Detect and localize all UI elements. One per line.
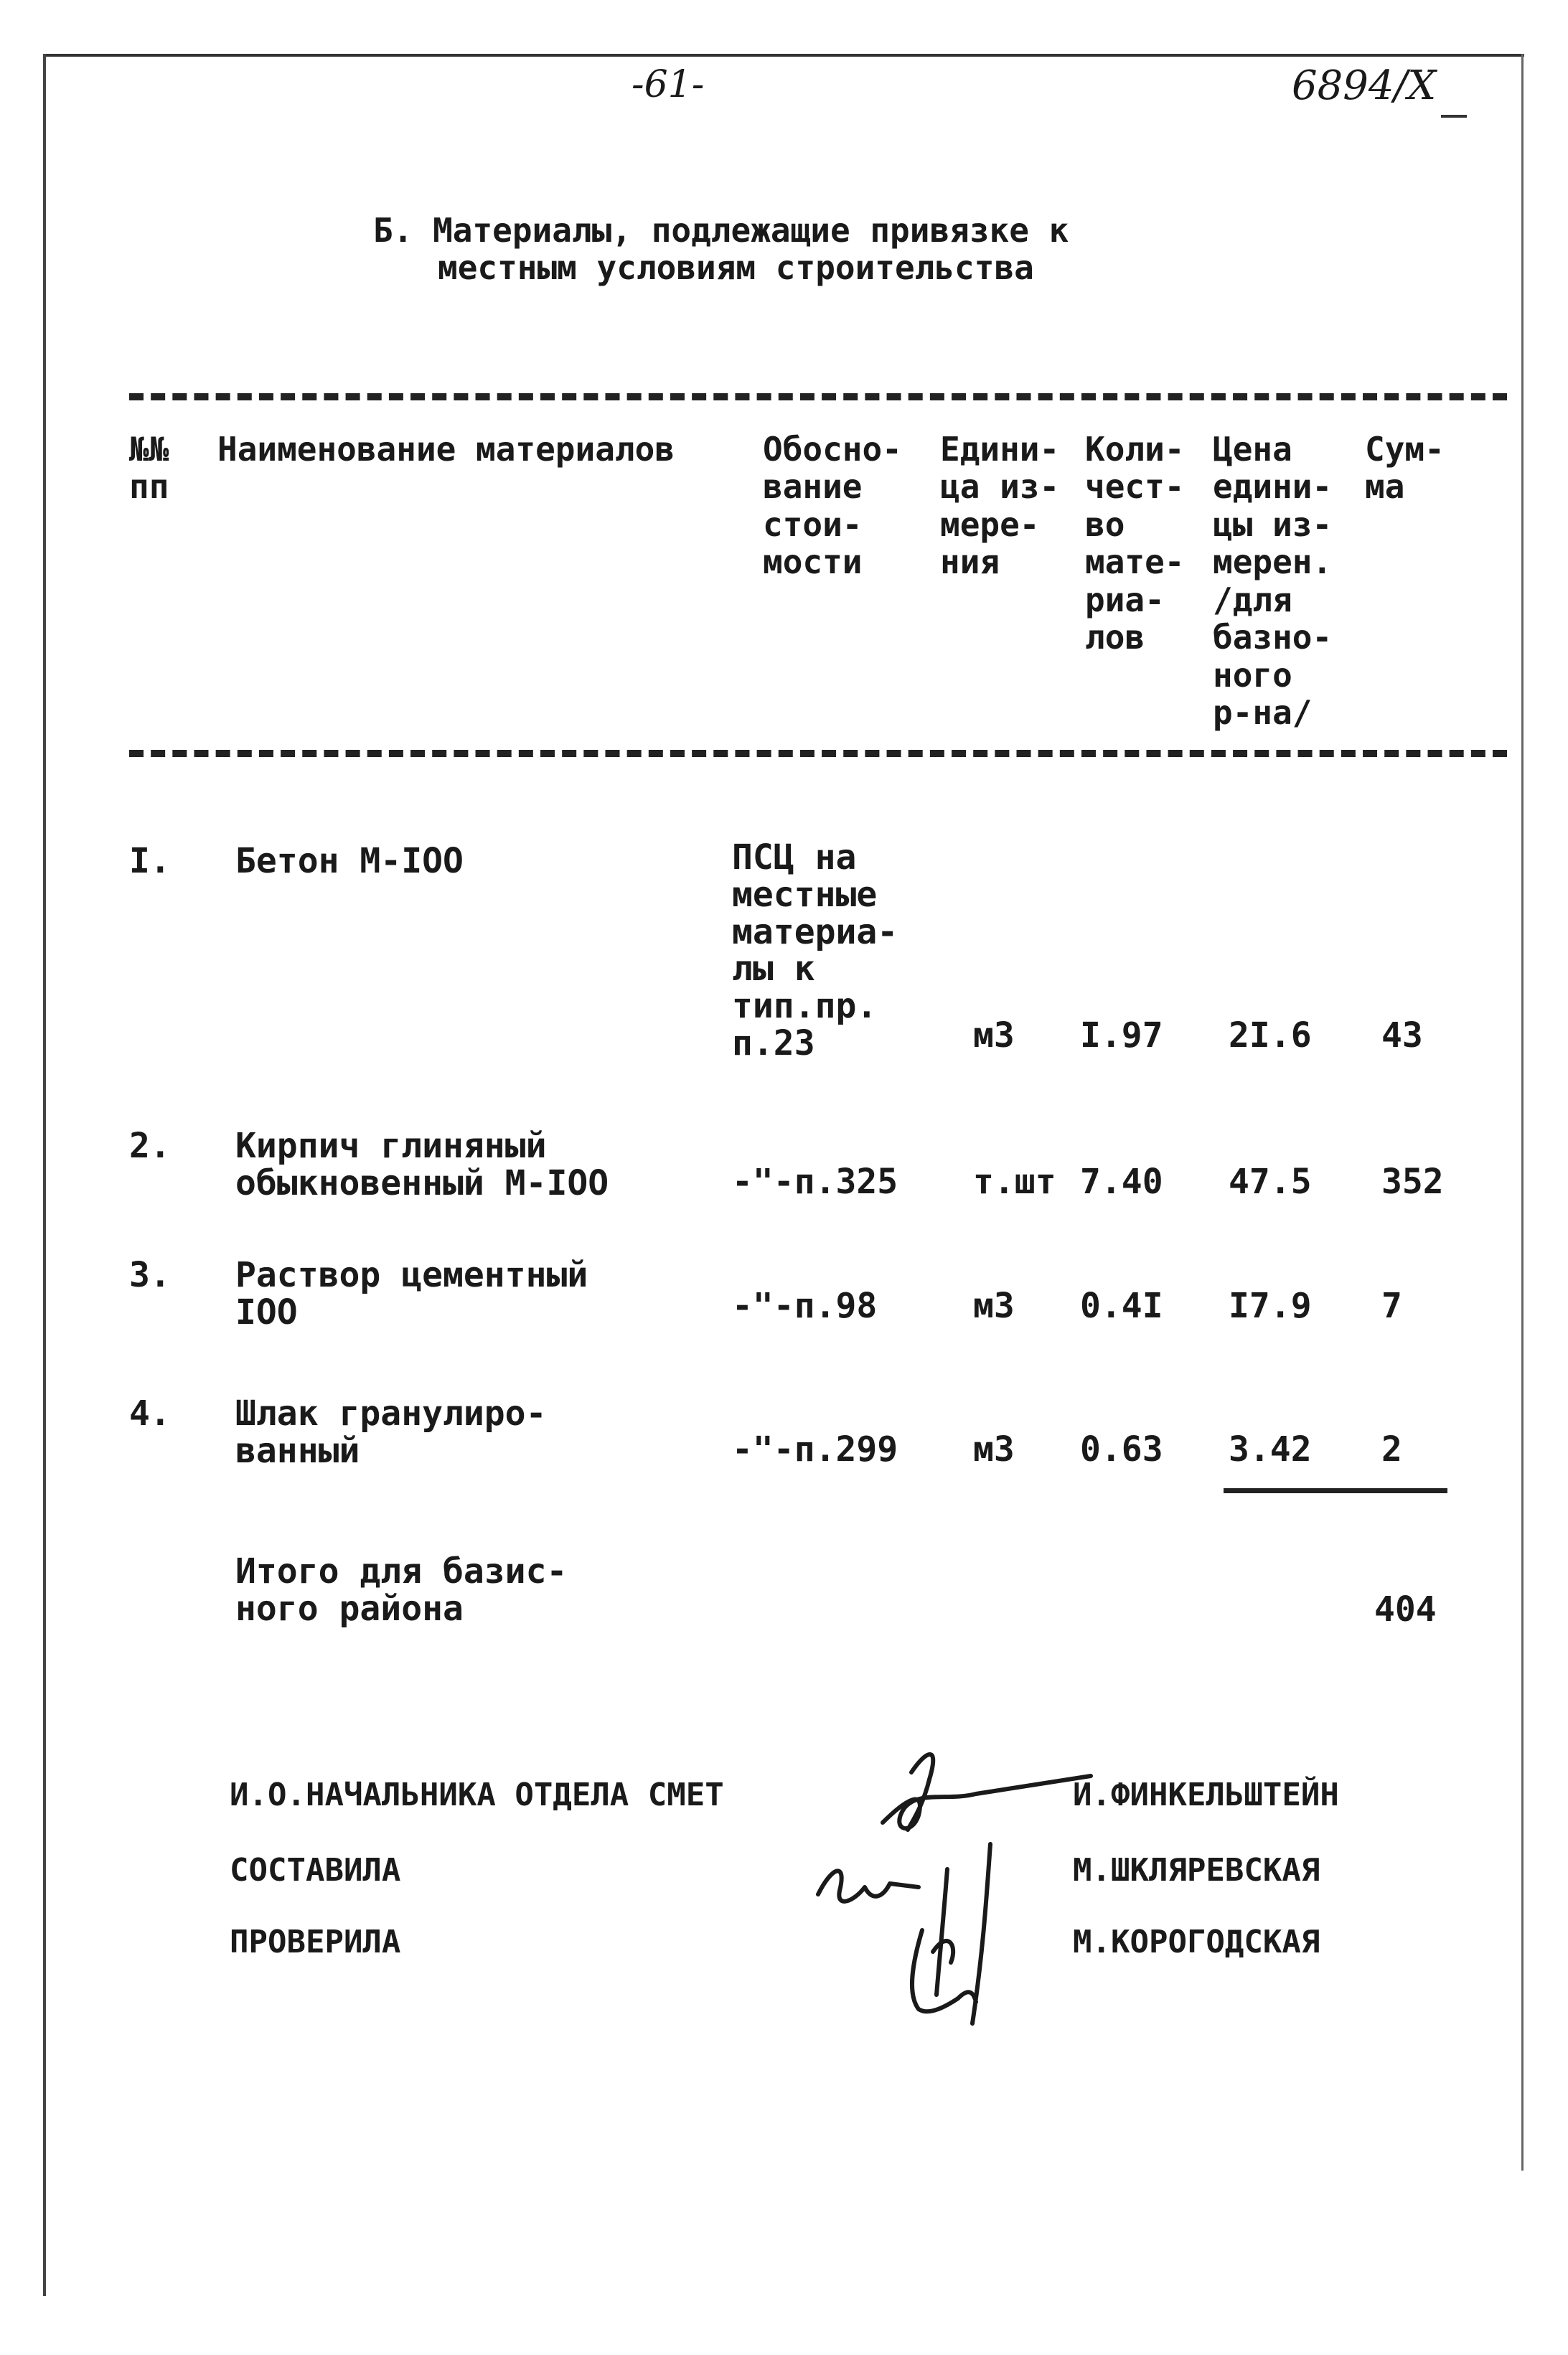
signature-role-2: СОСТАВИЛА — [230, 1852, 401, 1889]
signature-name-2: М.ШКЛЯРЕВСКАЯ — [1073, 1852, 1320, 1889]
row2-name: Кирпич глиняный обыкновенный М-IOO — [235, 1126, 609, 1203]
row4-basis: -"-п.299 — [732, 1429, 898, 1470]
row2-sum: 352 — [1381, 1162, 1444, 1202]
row3-basis: -"-п.98 — [732, 1286, 878, 1326]
header-dash-top — [129, 393, 1507, 400]
total-rule — [1224, 1488, 1447, 1493]
row3-unit: м3 — [973, 1286, 1015, 1326]
row2-num: 2. — [129, 1126, 171, 1166]
header-price: Цена едини- цы из- мерен. /для базно- ного р-на/ — [1213, 430, 1333, 733]
signature-role-1: И.О.НАЧАЛЬНИКА ОТДЕЛА СМЕТ — [230, 1777, 724, 1813]
row2-unit: т.шт — [973, 1162, 1056, 1202]
row2-basis: -"-п.325 — [732, 1162, 898, 1202]
row4-qty: 0.63 — [1080, 1429, 1163, 1470]
header-unit: Едини- ца из- мере- ния — [940, 430, 1060, 582]
row1-num: I. — [129, 841, 171, 881]
header-basis: Обосно- вание стои- мости — [763, 430, 902, 582]
row3-qty: 0.4I — [1080, 1286, 1163, 1326]
row3-num: 3. — [129, 1255, 171, 1295]
row4-num: 4. — [129, 1393, 171, 1434]
row2-price: 47.5 — [1229, 1162, 1312, 1202]
signature-name-1: И.ФИНКЕЛЬШТЕЙН — [1073, 1777, 1339, 1813]
row1-name: Бетон М-IOO — [235, 841, 464, 881]
document-number-underline — [1441, 115, 1467, 118]
page-number: -61- — [632, 63, 705, 106]
document-number: 6894/X — [1292, 62, 1437, 109]
header-num: №№ пп — [129, 430, 169, 507]
row4-sum: 2 — [1381, 1429, 1402, 1470]
total-label: Итого для базис- ного района — [235, 1551, 568, 1629]
header-sum: Сум- ма — [1365, 430, 1445, 507]
page-border-right — [1521, 54, 1524, 2171]
signature-role-3: ПРОВЕРИЛА — [230, 1924, 401, 1960]
row1-unit: м3 — [973, 1015, 1015, 1056]
row3-price: I7.9 — [1229, 1286, 1312, 1326]
header-dash-bottom — [129, 750, 1507, 757]
page-border-top — [44, 54, 1524, 57]
section-title-line1: Б. Материалы, подлежащие привязке к — [373, 211, 1069, 250]
row2-qty: 7.40 — [1080, 1162, 1163, 1202]
row4-unit: м3 — [973, 1429, 1015, 1470]
row3-name: Раствор цементный IOO — [235, 1255, 588, 1332]
handwritten-signatures — [804, 1715, 1105, 2038]
header-qty: Коли- чест- во мате- риа- лов — [1085, 430, 1185, 657]
signature-name-3: М.КОРОГОДСКАЯ — [1073, 1924, 1320, 1960]
row4-price: 3.42 — [1229, 1429, 1312, 1470]
row1-price: 2I.6 — [1229, 1015, 1312, 1056]
row1-qty: I.97 — [1080, 1015, 1163, 1056]
section-title-line2: местным условиям строительства — [438, 248, 1034, 287]
row3-sum: 7 — [1381, 1286, 1402, 1326]
header-name: Наименование материалов — [217, 430, 675, 469]
row4-name: Шлак гранулиро- ванный — [235, 1393, 547, 1471]
page-border-left — [43, 54, 46, 2296]
row1-basis: ПСЦ на местные материа- лы к тип.пр. п.23 — [732, 837, 898, 1064]
total-value: 404 — [1374, 1589, 1437, 1630]
row1-sum: 43 — [1381, 1015, 1423, 1056]
